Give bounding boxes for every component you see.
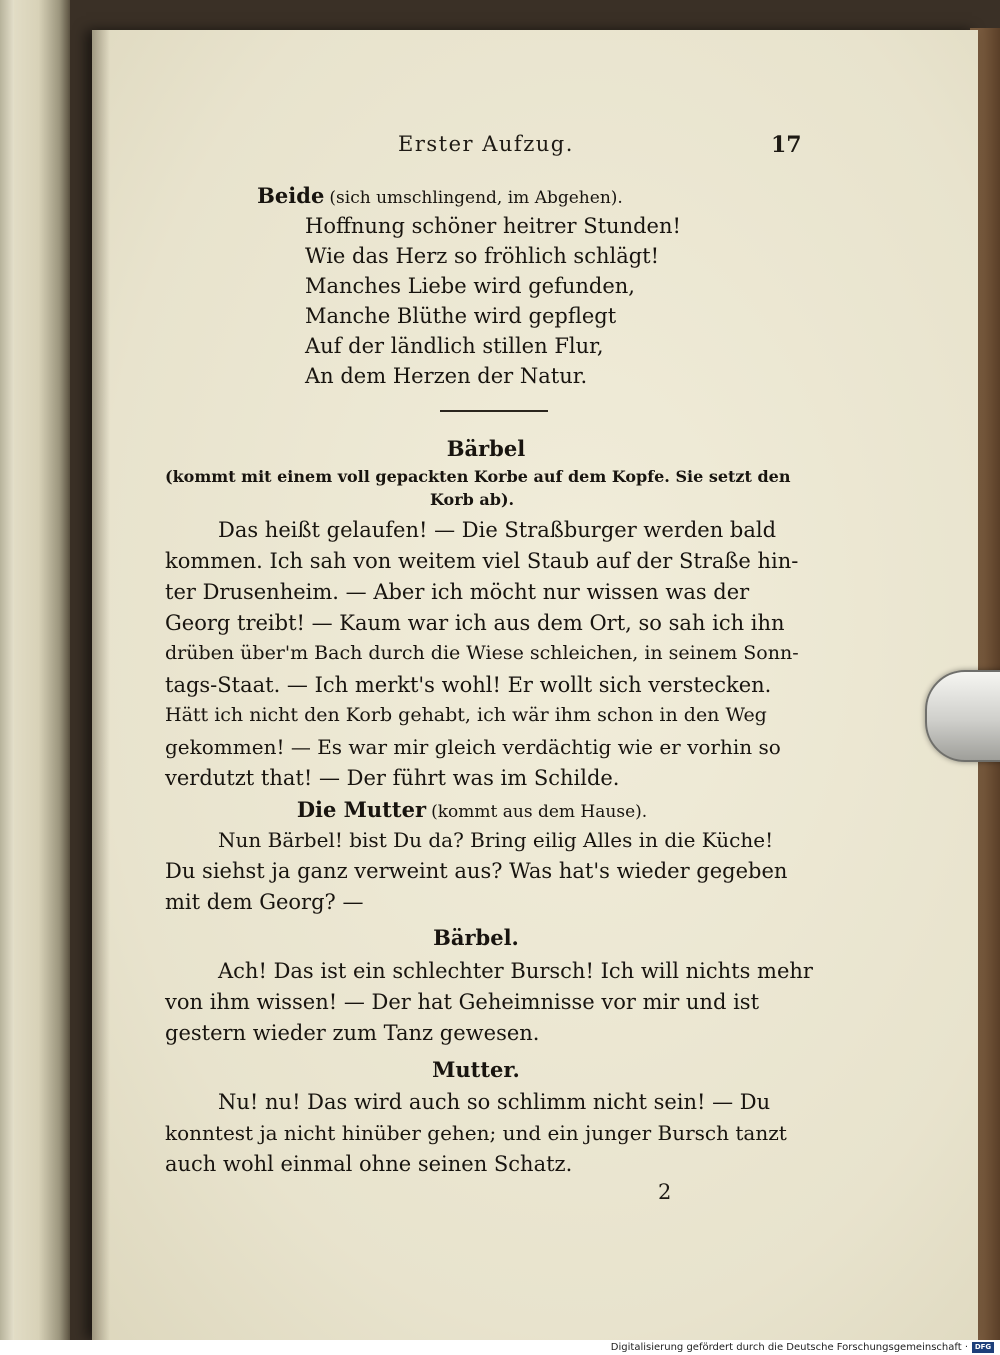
speaker-name: Mutter.	[432, 1057, 520, 1082]
text-line: Ach! Das ist ein schlechter Bursch! Ich will nichts mehr	[218, 959, 813, 983]
text-line: konntest ja nicht hinüber gehen; und ein junger Bursch tanzt	[165, 1121, 787, 1145]
verse-line: Hoffnung schöner heitrer Stunden!	[305, 214, 681, 238]
page-number: 17	[771, 132, 802, 158]
speaker-heading	[0, 925, 976, 950]
text-line: Du siehst ja ganz verweint aus? Was hat's wieder gegeben	[165, 859, 788, 883]
footer-credit: Digitalisierung gefördert durch die Deutsche Forschungsgemeinschaft ·	[610, 1342, 968, 1353]
stage-direction: (kommt mit einem voll gepackten Korbe auf dem Kopfe. Sie setzt den	[165, 467, 791, 486]
text-line: gekommen! — Es war mir gleich verdächtig wie er vorhin so	[165, 735, 781, 759]
text-line: mit dem Georg? —	[165, 890, 364, 914]
speaker-name: Bärbel.	[433, 925, 519, 950]
stage-direction: Korb ab).	[430, 490, 515, 509]
stage-direction: (sich umschlingend, im Abgehen).	[329, 188, 623, 208]
text-line: gestern wieder zum Tanz gewesen.	[165, 1021, 540, 1045]
dfg-logo: DFG	[972, 1342, 994, 1353]
text-line: auch wohl einmal ohne seinen Schatz.	[165, 1152, 573, 1176]
section-divider	[440, 410, 548, 412]
text-line: Nun Bärbel! bist Du da? Bring eilig Alles in die Küche!	[218, 828, 774, 852]
speaker-name: Beide	[257, 183, 325, 208]
stage-direction: (kommt aus dem Hause).	[431, 802, 648, 822]
text-line: Nu! nu! Das wird auch so schlimm nicht sein! — Du	[218, 1090, 771, 1114]
verse-line: An dem Herzen der Natur.	[305, 364, 588, 388]
speaker-heading	[0, 1057, 976, 1082]
running-head: Erster Aufzug.	[398, 132, 574, 156]
speaker-name: Bärbel	[446, 436, 526, 461]
text-line: von ihm wissen! — Der hat Geheimnisse vor mir und ist	[165, 990, 760, 1014]
speaker-name: Die Mutter	[296, 797, 427, 822]
verse-line: Wie das Herz so fröhlich schlägt!	[305, 244, 660, 268]
page-tab-clip	[925, 670, 1000, 762]
text-line: Georg treibt! — Kaum war ich aus dem Ort, so sah ich ihn	[165, 611, 785, 635]
text-line: verdutzt that! — Der führt was im Schilde.	[165, 766, 620, 790]
speaker-heading	[0, 183, 940, 208]
text-line: Das heißt gelaufen! — Die Straßburger werden bald	[218, 518, 777, 542]
text-line: drüben über'm Bach durch die Wiese schleichen, in seinem Sonn-	[165, 642, 799, 664]
page-gutter-shadow	[92, 30, 110, 1340]
speaker-heading	[0, 436, 986, 461]
text-line: ter Drusenheim. — Aber ich möcht nur wissen was der	[165, 580, 750, 604]
verse-line: Auf der ländlich stillen Flur,	[305, 334, 604, 358]
verse-line: Manche Blüthe wird gepflegt	[305, 304, 617, 328]
text-line: Hätt ich nicht den Korb gehabt, ich wär ihm schon in den Weg	[165, 704, 767, 726]
verse-line: Manches Liebe wird gefunden,	[305, 274, 635, 298]
text-line: kommen. Ich sah von weitem viel Staub auf der Straße hin-	[165, 549, 799, 573]
text-line: tags-Staat. — Ich merkt's wohl! Er wollt sich verstecken.	[165, 673, 772, 697]
speaker-heading	[0, 797, 972, 822]
signature-mark: 2	[658, 1180, 672, 1204]
